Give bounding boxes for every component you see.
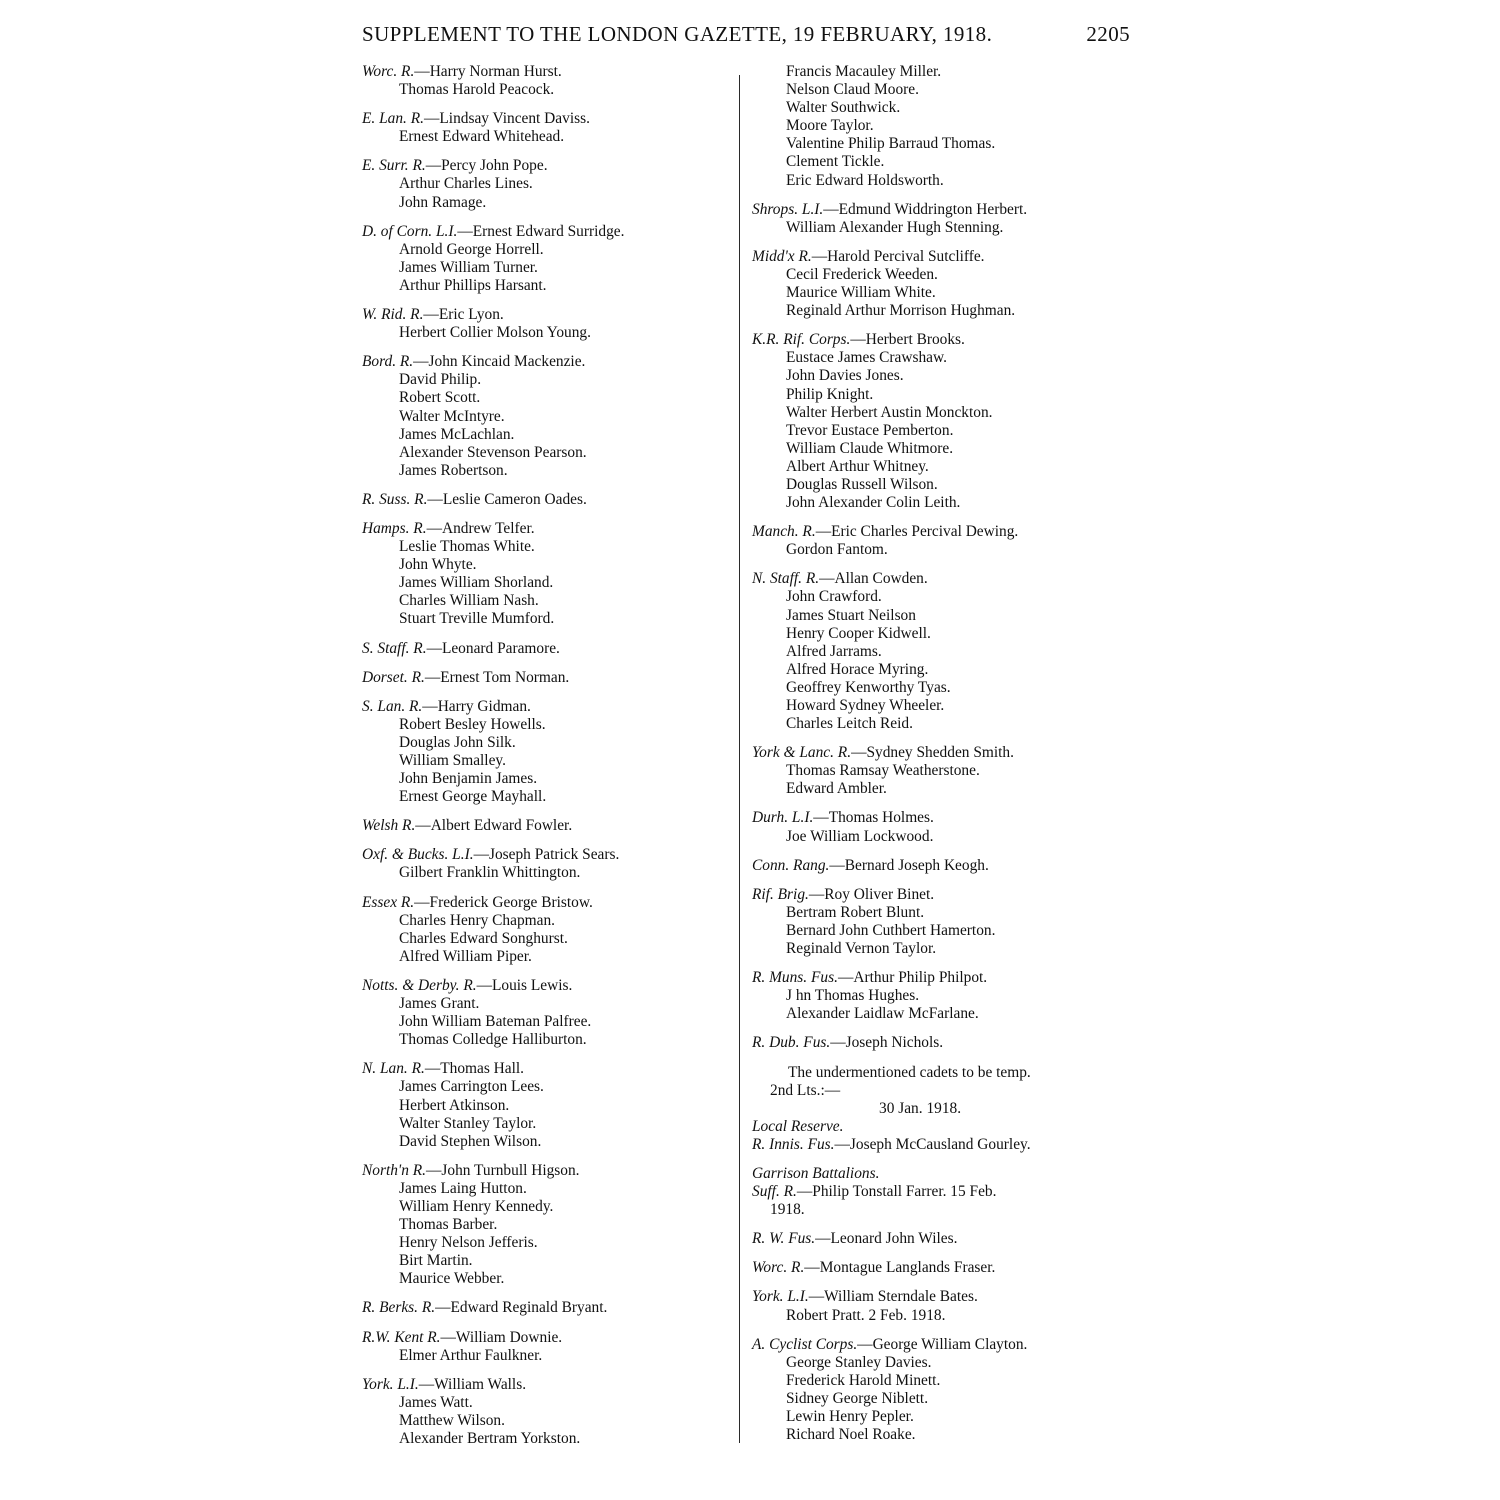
right-column bbox=[752, 63, 1132, 1455]
unit-entry bbox=[362, 1329, 732, 1365]
unit-name: R. Dub. Fus. bbox=[752, 1034, 831, 1052]
section-heading: Local Reserve. bbox=[752, 1117, 844, 1135]
person-name: William Alexander Hugh Stenning. bbox=[786, 218, 1004, 236]
unit-name: Manch. R. bbox=[752, 523, 816, 541]
unit-name: Essex R. bbox=[362, 893, 415, 911]
person-name: William Claude Whitmore. bbox=[786, 439, 954, 457]
person-name: —Allan Cowden. bbox=[819, 570, 928, 588]
unit-name: Rif. Brig. bbox=[752, 885, 809, 903]
unit-line bbox=[362, 306, 732, 324]
person-name-cont: 1918. bbox=[770, 1201, 805, 1219]
unit-line bbox=[752, 744, 1132, 762]
continued-list bbox=[752, 63, 1132, 190]
unit-line bbox=[362, 353, 732, 371]
person-name: —Harry Gidman. bbox=[422, 697, 531, 715]
unit-entry bbox=[752, 331, 1132, 512]
person-name: Valentine Philip Barraud Thomas. bbox=[786, 135, 996, 153]
person-name: Thomas Harold Peacock. bbox=[399, 81, 555, 99]
person-name: —Joseph McCausland Gourley. bbox=[834, 1135, 1031, 1153]
unit-line bbox=[752, 886, 1132, 904]
unit-line bbox=[362, 640, 732, 658]
unit-name: Welsh R. bbox=[362, 817, 416, 835]
person-name: Alexander Bertram Yorkston. bbox=[399, 1430, 581, 1447]
unit-entry bbox=[362, 63, 732, 99]
person-name: —Harold Percival Sutcliffe. bbox=[811, 247, 985, 265]
gazette-header bbox=[362, 16, 1134, 52]
person-name: James William Turner. bbox=[399, 258, 538, 276]
person-name: —John Turnbull Higson. bbox=[426, 1161, 580, 1179]
person-name: Reginald Arthur Morrison Hughman. bbox=[786, 302, 1016, 320]
person-name: Thomas Ramsay Weatherstone. bbox=[786, 762, 980, 780]
unit-name: Hamps. R. bbox=[362, 519, 427, 537]
person-name: —Harry Norman Hurst. bbox=[414, 63, 562, 80]
person-name: Trevor Eustace Pemberton. bbox=[786, 421, 954, 439]
person-name: Robert Scott. bbox=[399, 389, 481, 407]
unit-entry bbox=[752, 857, 1132, 875]
unit-line bbox=[362, 63, 732, 81]
person-name: Maurice William White. bbox=[786, 284, 936, 302]
unit-line bbox=[752, 331, 1132, 349]
unit-line bbox=[752, 570, 1132, 588]
unit-line bbox=[362, 157, 732, 175]
person-name: Arthur Charles Lines. bbox=[399, 175, 533, 193]
unit-name: R. Muns. Fus. bbox=[752, 969, 838, 987]
unit-line bbox=[362, 977, 732, 995]
person-name: —Arthur Philip Philpot. bbox=[837, 969, 988, 987]
unit-name: Notts. & Derby. R. bbox=[362, 976, 477, 994]
unit-name: Worc. R. bbox=[752, 1259, 805, 1277]
unit-line bbox=[362, 846, 732, 864]
unit-entry bbox=[362, 698, 732, 807]
unit-name: W. Rid. R. bbox=[362, 306, 424, 324]
person-name: Nelson Claud Moore. bbox=[786, 81, 919, 99]
person-name: Charles Henry Chapman. bbox=[399, 911, 556, 929]
person-name: James William Shorland. bbox=[399, 574, 554, 592]
person-name: Richard Noel Roake. bbox=[786, 1426, 916, 1444]
column-divider bbox=[739, 75, 740, 1443]
person-name: Robert Pratt. 2 Feb. 1918. bbox=[786, 1306, 946, 1324]
person-name: —Louis Lewis. bbox=[476, 976, 573, 994]
unit-entry bbox=[752, 1183, 1132, 1201]
person-name: Douglas Russell Wilson. bbox=[786, 475, 938, 493]
unit-entry bbox=[362, 1162, 732, 1289]
cadets-date: 30 Jan. 1918. bbox=[879, 1099, 962, 1117]
person-name: Leslie Thomas White. bbox=[399, 538, 535, 556]
person-name: —William Walls. bbox=[418, 1375, 527, 1393]
person-name: Gilbert Franklin Whittington. bbox=[399, 864, 581, 882]
unit-name: A. Cyclist Corps. bbox=[752, 1335, 858, 1353]
unit-line bbox=[362, 491, 732, 509]
person-name: —Herbert Brooks. bbox=[850, 331, 965, 349]
unit-entry bbox=[362, 157, 732, 211]
unit-line bbox=[752, 969, 1132, 987]
unit-name: S. Staff. R. bbox=[362, 639, 427, 657]
person-name: —William Sterndale Bates. bbox=[808, 1288, 978, 1306]
person-name: Maurice Webber. bbox=[399, 1270, 505, 1288]
person-name: —William Downie. bbox=[440, 1328, 563, 1346]
person-name: David Philip. bbox=[399, 371, 482, 389]
header-title: SUPPLEMENT TO THE LONDON GAZETTE, 19 FEBRUARY, 1918. bbox=[362, 22, 993, 46]
person-name: Alfred Jarrams. bbox=[786, 642, 882, 660]
unit-line bbox=[752, 857, 1132, 875]
unit-entry bbox=[752, 1230, 1132, 1248]
unit-entry bbox=[362, 223, 732, 295]
person-name: David Stephen Wilson. bbox=[399, 1132, 542, 1150]
unit-line bbox=[362, 669, 732, 687]
unit-line bbox=[752, 1336, 1132, 1354]
person-name: Ernest George Mayhall. bbox=[399, 788, 547, 806]
unit-name: Suff. R. bbox=[752, 1183, 797, 1201]
person-name: —Albert Edward Fowler. bbox=[415, 817, 573, 835]
person-name: —Andrew Telfer. bbox=[426, 519, 535, 537]
unit-entry bbox=[362, 353, 732, 480]
page-number: 2205 bbox=[1086, 22, 1130, 46]
unit-entry bbox=[752, 201, 1132, 237]
person-name: Lewin Henry Pepler. bbox=[786, 1408, 914, 1425]
person-name: —Leonard John Wiles. bbox=[815, 1230, 958, 1248]
person-name: Henry Nelson Jefferis. bbox=[399, 1234, 538, 1252]
person-name: Charles Leitch Reid. bbox=[786, 715, 913, 733]
person-name: Moore Taylor. bbox=[786, 117, 874, 135]
person-name: John Ramage. bbox=[399, 193, 487, 211]
person-name: James Stuart Neilson bbox=[786, 606, 916, 624]
person-name: John Benjamin James. bbox=[399, 770, 538, 788]
person-name: —Percy John Pope. bbox=[425, 157, 548, 175]
right-bottom-list bbox=[752, 1230, 1132, 1444]
unit-line bbox=[362, 1060, 732, 1078]
unit-entry bbox=[362, 1299, 732, 1317]
unit-line bbox=[752, 1034, 1132, 1052]
person-name: —Joseph Nichols. bbox=[830, 1034, 944, 1052]
unit-name: R. Suss. R. bbox=[362, 490, 428, 508]
person-name: James Carrington Lees. bbox=[399, 1078, 544, 1096]
person-name: Cecil Frederick Weeden. bbox=[786, 265, 938, 283]
person-name: John William Bateman Palfree. bbox=[399, 1013, 592, 1031]
unit-name: Bord. R. bbox=[362, 353, 414, 371]
person-name: John Whyte. bbox=[399, 556, 477, 574]
person-name: Reginald Vernon Taylor. bbox=[786, 940, 937, 958]
person-name: Frederick Harold Minett. bbox=[786, 1371, 941, 1389]
unit-name: R. Berks. R. bbox=[362, 1299, 436, 1317]
unit-line bbox=[362, 894, 732, 912]
unit-entry bbox=[362, 846, 732, 882]
person-name: J hn Thomas Hughes. bbox=[786, 987, 920, 1005]
person-name: —Ernest Edward Surridge. bbox=[457, 222, 625, 240]
person-name: James Watt. bbox=[399, 1393, 473, 1411]
unit-entry bbox=[752, 1259, 1132, 1277]
person-name: —Philip Tonstall Farrer. 15 Feb. bbox=[796, 1183, 997, 1201]
person-name: Albert Arthur Whitney. bbox=[786, 457, 929, 475]
unit-entry bbox=[752, 248, 1132, 320]
person-name: Walter McIntyre. bbox=[399, 407, 505, 425]
person-name: William Henry Kennedy. bbox=[399, 1197, 554, 1215]
unit-name: R. W. Fus. bbox=[752, 1230, 816, 1248]
person-name: John Davies Jones. bbox=[786, 367, 904, 385]
unit-entry bbox=[362, 669, 732, 687]
unit-name: Oxf. & Bucks. L.I. bbox=[362, 846, 474, 864]
unit-entry bbox=[752, 1034, 1132, 1052]
person-name: —Joseph Patrick Sears. bbox=[473, 846, 620, 864]
person-name: Alfred William Piper. bbox=[399, 947, 532, 965]
unit-line bbox=[752, 1288, 1132, 1306]
unit-entry bbox=[362, 640, 732, 658]
person-name: Charles William Nash. bbox=[399, 592, 539, 610]
person-name: Elmer Arthur Faulkner. bbox=[399, 1346, 543, 1364]
person-name: James Robertson. bbox=[399, 461, 508, 479]
person-name: —Thomas Holmes. bbox=[813, 809, 934, 827]
cadets-paragraph-cont: 2nd Lts.:— bbox=[770, 1081, 841, 1099]
unit-entry bbox=[362, 1376, 732, 1448]
unit-name: Conn. Rang. bbox=[752, 856, 830, 874]
unit-entry bbox=[362, 306, 732, 342]
unit-name: Worc. R. bbox=[362, 63, 415, 80]
unit-name: North'n R. bbox=[362, 1161, 427, 1179]
person-name: William Smalley. bbox=[399, 752, 506, 769]
unit-line bbox=[362, 1329, 732, 1347]
person-name: Arthur Phillips Harsant. bbox=[399, 276, 547, 294]
right-unit-list bbox=[752, 201, 1132, 1053]
unit-line bbox=[752, 1230, 1132, 1248]
person-name: John Alexander Colin Leith. bbox=[786, 494, 961, 512]
person-name: —Eric Charles Percival Dewing. bbox=[815, 523, 1019, 541]
person-name: Herbert Atkinson. bbox=[399, 1096, 510, 1114]
unit-entry bbox=[362, 491, 732, 509]
unit-entry bbox=[752, 1288, 1132, 1324]
unit-line bbox=[752, 809, 1132, 827]
person-name: Eustace James Crawshaw. bbox=[786, 349, 947, 367]
person-name: Howard Sydney Wheeler. bbox=[786, 697, 945, 714]
person-name: —Sydney Shedden Smith. bbox=[851, 744, 1014, 762]
unit-name: R. Innis. Fus. bbox=[752, 1135, 835, 1153]
unit-name: E. Lan. R. bbox=[362, 110, 424, 128]
unit-name: Midd'x R. bbox=[752, 247, 812, 265]
person-name: Bertram Robert Blunt. bbox=[786, 903, 925, 921]
person-name: —Ernest Tom Norman. bbox=[424, 668, 570, 686]
person-name: Geoffrey Kenworthy Tyas. bbox=[786, 678, 951, 696]
person-name: —John Kincaid Mackenzie. bbox=[413, 353, 586, 371]
person-name: Eric Edward Holdsworth. bbox=[786, 171, 944, 189]
person-name: Walter Herbert Austin Monckton. bbox=[786, 403, 993, 421]
unit-line bbox=[362, 1162, 732, 1180]
person-name: John Crawford. bbox=[786, 588, 882, 606]
person-name: Francis Macauley Miller. bbox=[786, 63, 942, 80]
unit-name: S. Lan. R. bbox=[362, 697, 423, 715]
person-name: Thomas Barber. bbox=[399, 1216, 498, 1234]
unit-entry bbox=[362, 110, 732, 146]
unit-line bbox=[362, 817, 732, 835]
person-name: —Thomas Hall. bbox=[424, 1060, 525, 1078]
person-name: —Leslie Cameron Oades. bbox=[427, 490, 587, 508]
person-name: Alfred Horace Myring. bbox=[786, 660, 929, 678]
person-name: Stuart Treville Mumford. bbox=[399, 610, 555, 628]
person-name: —Roy Oliver Binet. bbox=[808, 885, 935, 903]
person-name: Henry Cooper Kidwell. bbox=[786, 624, 931, 642]
unit-name: York & Lanc. R. bbox=[752, 744, 852, 762]
person-name: —Bernard Joseph Keogh. bbox=[829, 856, 989, 874]
person-name: —Leonard Paramore. bbox=[426, 639, 560, 657]
unit-name: Shrops. L.I. bbox=[752, 200, 824, 218]
person-name: James Grant. bbox=[399, 995, 480, 1013]
unit-name: R.W. Kent R. bbox=[362, 1328, 441, 1346]
unit-name: E. Surr. R. bbox=[362, 157, 426, 175]
person-name: Clement Tickle. bbox=[786, 153, 885, 171]
person-name: Gordon Fantom. bbox=[786, 541, 888, 559]
unit-entry bbox=[362, 977, 732, 1049]
person-name: Bernard John Cuthbert Hamerton. bbox=[786, 921, 996, 939]
unit-name: D. of Corn. L.I. bbox=[362, 222, 458, 240]
person-name: Arnold George Horrell. bbox=[399, 240, 544, 258]
unit-entry bbox=[752, 744, 1132, 798]
unit-line bbox=[752, 201, 1132, 219]
person-name: James McLachlan. bbox=[399, 425, 515, 443]
unit-line bbox=[362, 698, 732, 716]
unit-entry bbox=[362, 520, 732, 629]
unit-line bbox=[752, 1259, 1132, 1277]
left-column bbox=[362, 63, 732, 1459]
person-name: Walter Southwick. bbox=[786, 99, 901, 117]
person-name: Matthew Wilson. bbox=[399, 1411, 505, 1429]
unit-name: Dorset. R. bbox=[362, 668, 425, 686]
garrison-section bbox=[752, 1165, 1132, 1219]
person-name: —Edward Reginald Bryant. bbox=[435, 1299, 608, 1317]
person-name: —Lindsay Vincent Daviss. bbox=[424, 110, 590, 128]
unit-entry bbox=[362, 894, 732, 966]
unit-name: N. Staff. R. bbox=[752, 570, 820, 588]
person-name: James Laing Hutton. bbox=[399, 1179, 527, 1197]
unit-name: K.R. Rif. Corps. bbox=[752, 331, 851, 349]
unit-entry bbox=[752, 1136, 1132, 1154]
unit-line bbox=[362, 520, 732, 538]
unit-line bbox=[752, 248, 1132, 266]
unit-entry bbox=[752, 570, 1132, 733]
unit-line bbox=[362, 110, 732, 128]
section-heading: Garrison Battalions. bbox=[752, 1164, 880, 1182]
person-name: Thomas Colledge Halliburton. bbox=[399, 1031, 587, 1049]
person-name: —Eric Lyon. bbox=[423, 306, 504, 324]
unit-entry bbox=[362, 1060, 732, 1150]
person-name: Ernest Edward Whitehead. bbox=[399, 128, 565, 146]
person-name: Alexander Stevenson Pearson. bbox=[399, 443, 587, 461]
person-name: Walter Stanley Taylor. bbox=[399, 1114, 537, 1132]
unit-name: Durh. L.I. bbox=[752, 809, 814, 827]
person-name: Philip Knight. bbox=[786, 385, 874, 403]
person-name: Charles Edward Songhurst. bbox=[399, 929, 568, 947]
person-name: Herbert Collier Molson Young. bbox=[399, 324, 591, 342]
person-name: —George William Clayton. bbox=[857, 1335, 1028, 1353]
unit-entry bbox=[752, 809, 1132, 845]
unit-line bbox=[362, 1299, 732, 1317]
unit-entry bbox=[752, 523, 1132, 559]
unit-name: York. L.I. bbox=[362, 1375, 419, 1393]
person-name: Sidney George Niblett. bbox=[786, 1389, 929, 1407]
unit-entry bbox=[752, 1336, 1132, 1445]
person-name: Birt Martin. bbox=[399, 1252, 473, 1270]
person-name: Douglas John Silk. bbox=[399, 733, 516, 751]
person-name: Joe William Lockwood. bbox=[786, 827, 934, 845]
unit-line bbox=[752, 523, 1132, 541]
cadets-section bbox=[752, 1064, 1132, 1154]
person-name: —Frederick George Bristow. bbox=[414, 893, 593, 911]
unit-name: York. L.I. bbox=[752, 1288, 809, 1306]
unit-line bbox=[362, 1376, 732, 1394]
person-name: Edward Ambler. bbox=[786, 780, 887, 798]
unit-entry bbox=[752, 969, 1132, 1023]
person-name: Robert Besley Howells. bbox=[399, 715, 546, 733]
unit-name: N. Lan. R. bbox=[362, 1060, 425, 1078]
unit-line bbox=[362, 223, 732, 241]
person-name: —Edmund Widdrington Herbert. bbox=[823, 200, 1028, 218]
cadets-paragraph: The undermentioned cadets to be temp. bbox=[788, 1063, 1031, 1081]
person-name: George Stanley Davies. bbox=[786, 1353, 932, 1371]
unit-entry bbox=[752, 886, 1132, 958]
person-name: —Montague Langlands Fraser. bbox=[804, 1259, 996, 1277]
person-name: Alexander Laidlaw McFarlane. bbox=[786, 1005, 979, 1023]
unit-entry bbox=[362, 817, 732, 835]
